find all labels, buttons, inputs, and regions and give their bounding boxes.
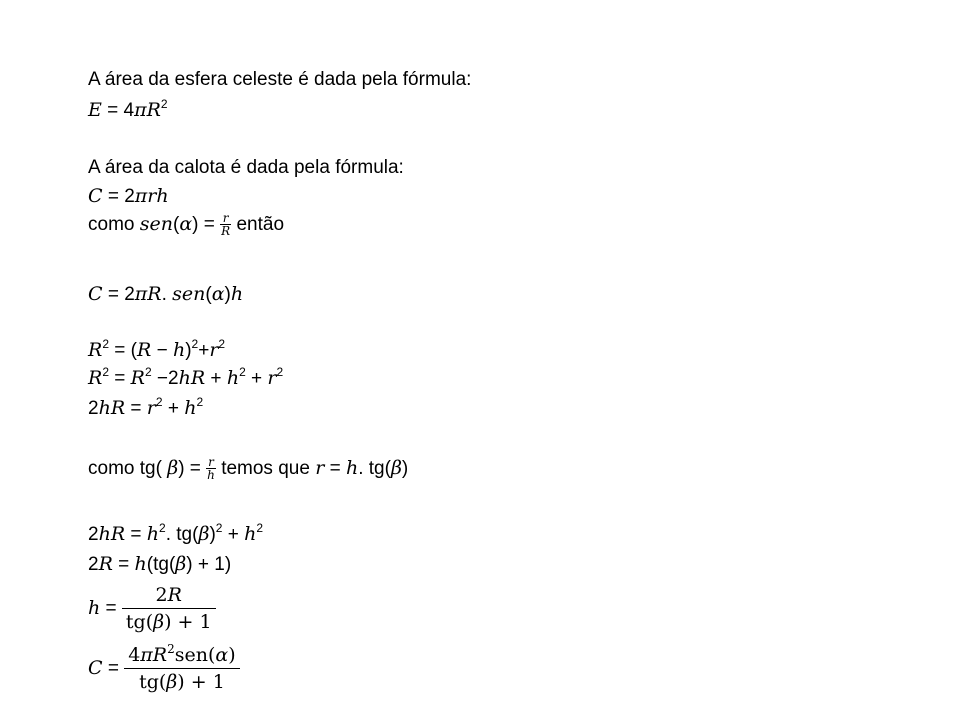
pythagoras-eq-2: $R^2 = R^2 -2hR + h^2 + r^2$ bbox=[88, 365, 284, 389]
r-over-R-fraction: $\frac{r}{R}$ bbox=[221, 211, 231, 239]
temos-que-label: temos que bbox=[221, 458, 310, 479]
pythagoras-eq-3: $2hR = r^2 + h^2$ bbox=[88, 395, 204, 419]
como-label: como bbox=[88, 214, 135, 235]
intro-cap-text: A área da calota é dada pela fórmula: bbox=[88, 157, 404, 178]
final-cap-formula: C = $\frac{4\pi R^2sen(\alpha)}{tg(\beta) + 1}$ bbox=[88, 640, 240, 697]
substitution-eq-1: $2hR = h^2$. $tg(\beta)^2 + h^2$ bbox=[88, 521, 264, 545]
h-fraction: $\frac{2R}{tg(\beta) + 1}$ bbox=[122, 582, 216, 635]
intro-sphere-text: A área da esfera celeste é dada pela fórmula: bbox=[88, 69, 472, 90]
sphere-area-formula: $E = 4\pi R^2$ bbox=[88, 97, 168, 121]
cap-area-formula: C = 2πrh bbox=[88, 185, 169, 207]
pythagoras-eq-1: $R^2 = (R - h)^2+r^2$ bbox=[88, 337, 226, 361]
como-label: como bbox=[88, 458, 135, 479]
tangent-relation-line: como tg( β) = $\frac{r}{h}$ temos que r = h. tg(β) bbox=[88, 455, 409, 483]
final-fraction: $\frac{4\pi R^2sen(\alpha)}{tg(\beta) + 1}$ bbox=[124, 642, 239, 695]
cap-area-sine-formula: C = 2πR. sen(α)h bbox=[88, 283, 244, 305]
h-formula: h = $\frac{2R}{tg(\beta) + 1}$ bbox=[88, 580, 216, 637]
entao-label: então bbox=[236, 214, 285, 235]
r-over-h-fraction: $\frac{r}{h}$ bbox=[207, 455, 215, 483]
sine-relation-line: como sen(α) = $\frac{r}{R}$ então bbox=[88, 211, 285, 239]
substitution-eq-2: 2R = h(tg(β) + 1) bbox=[88, 553, 232, 575]
